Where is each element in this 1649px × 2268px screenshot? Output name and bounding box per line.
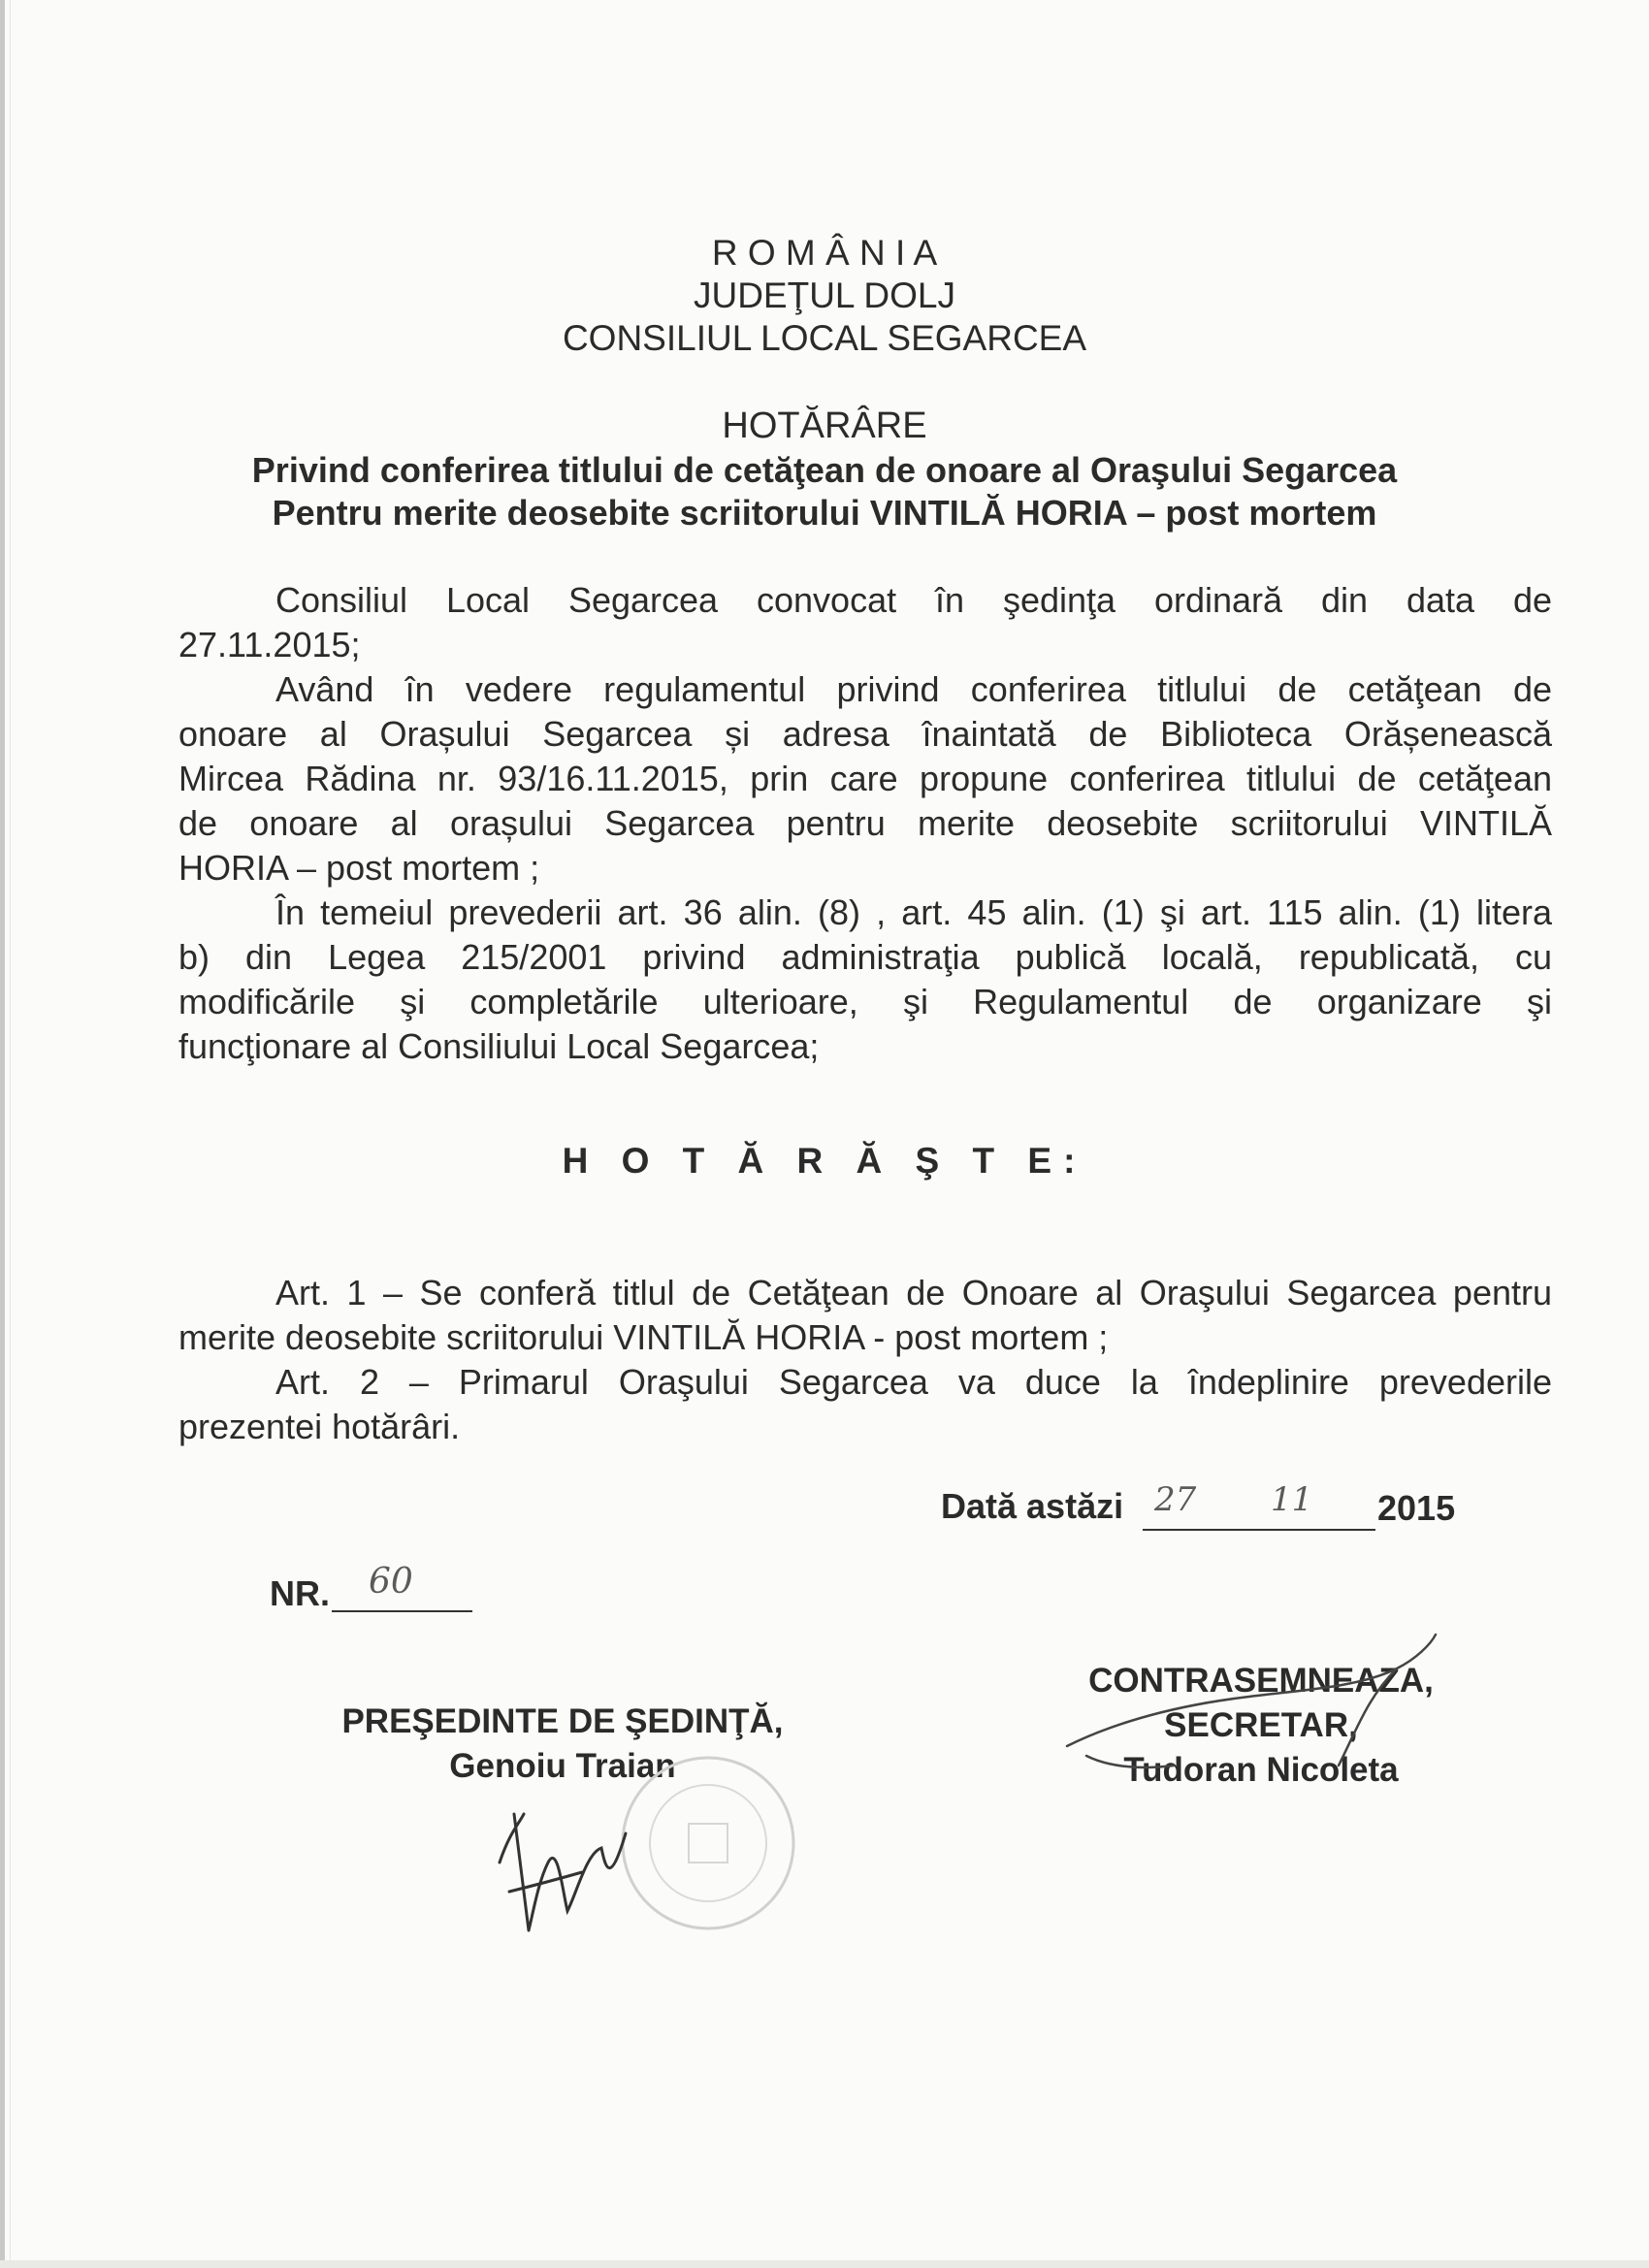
decision-heading: H O T Ă R Ă Ş T E: — [562, 1141, 1087, 1181]
president-name: Genoiu Traian — [449, 1747, 676, 1785]
text-line: Având în vedere regulamentul privind conferirea titlului de cetăţean de — [275, 669, 1552, 709]
preamble-paragraph-2 — [178, 667, 1552, 891]
decision-number-handwritten: 60 — [369, 1562, 413, 1602]
header-county: JUDEŢUL DOLJ — [693, 275, 955, 315]
president-handwritten-signature — [490, 1795, 655, 1950]
president-title: PREŞEDINTE DE ŞEDINŢĂ, — [341, 1702, 784, 1740]
header-country: R O M Â N I A — [711, 233, 938, 273]
secretary-name: Tudoran Nicoleta — [1123, 1751, 1399, 1789]
text-line: prezentei hotărâri. — [178, 1407, 461, 1446]
date-day-handwritten: 27 — [1154, 1480, 1197, 1519]
text-line: onoare al Orașului Segarcea și adresa înaintată de Biblioteca Orășenească — [178, 714, 1552, 754]
text-line: HORIA – post mortem ; — [178, 848, 540, 888]
preamble-paragraph-1 — [178, 578, 1552, 667]
date-year: 2015 — [1377, 1488, 1456, 1528]
preamble-paragraph-3 — [178, 891, 1552, 1069]
text-line: funcţionare al Consiliului Local Segarcea; — [178, 1026, 820, 1066]
secretary-title: SECRETAR, — [1164, 1706, 1358, 1744]
text-line: Mircea Rădina nr. 93/16.11.2015, prin care propune conferirea titlului de cetăţean — [178, 759, 1552, 798]
text-line: În temeiul prevederii art. 36 alin. (8) , art. 45 alin. (1) şi art. 115 alin. (1) litera — [275, 892, 1552, 932]
article-1 — [178, 1271, 1552, 1360]
date-month-handwritten: 11 — [1271, 1480, 1313, 1519]
subject-line-2: Pentru merite deosebite scriitorului VINTILĂ HORIA – post mortem — [272, 493, 1377, 533]
date-label: Dată astăzi — [941, 1486, 1124, 1526]
document-type: HOTĂRÂRE — [722, 405, 927, 446]
text-line: de onoare al orașului Segarcea pentru merite deosebite scriitorului VINTILĂ — [178, 803, 1552, 843]
text-line: Art. 2 – Primarul Oraşului Segarcea va duce la îndeplinire prevederile — [275, 1362, 1552, 1402]
decision-number-label: NR. — [270, 1573, 330, 1613]
text-line: merite deosebite scriitorului VINTILĂ HORIA - post mortem ; — [178, 1317, 1109, 1357]
text-line: b) din Legea 215/2001 privind administraţia publică locală, republicată, cu — [178, 937, 1552, 977]
text-line: Consiliul Local Segarcea convocat în şedinţa ordinară din data de — [275, 580, 1552, 620]
countersign-title: CONTRASEMNEAZA, — [1088, 1662, 1434, 1700]
text-line: modificările şi completările ulterioare, şi Regulamentul de organizare şi — [178, 982, 1552, 1021]
scan-bottom-border — [0, 2260, 1649, 2268]
date-blank-line — [1143, 1529, 1375, 1531]
secretary-handwritten-signature — [1048, 1620, 1455, 1804]
text-line: 27.11.2015; — [178, 625, 361, 664]
subject-line-1: Privind conferirea titlului de cetăţean de onoare al Oraşului Segarcea — [251, 450, 1398, 490]
article-2 — [178, 1360, 1552, 1449]
header-council: CONSILIUL LOCAL SEGARCEA — [562, 318, 1087, 358]
number-blank-line — [332, 1610, 472, 1612]
text-line: Art. 1 – Se conferă titlul de Cetăţean de Onoare al Oraşului Segarcea pentru — [275, 1273, 1552, 1312]
